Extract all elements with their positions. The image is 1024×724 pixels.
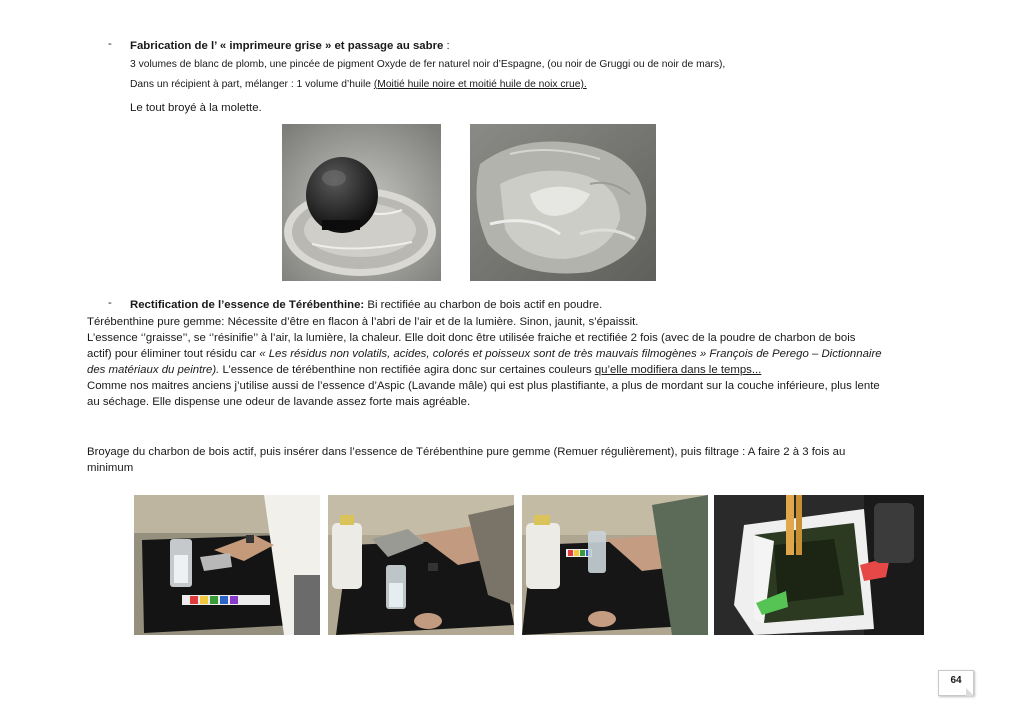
section1-line2 bbox=[130, 77, 587, 93]
photo-grey-paste bbox=[470, 124, 656, 281]
section2-paragraph2-line1: L’essence ‘’graisse’’, se ‘’résinifie’’ à l’air, la lumière, la chaleur. Elle doit donc être utilisée fraiche et rectifiée 2 fois (avec de la poudre de charbon de bois bbox=[87, 332, 856, 344]
section2-quote: « Les résidus non volatils, acides, colorés et poisseux sont de très mauvais filmogènes » François de Perego – Dictionnaire bbox=[259, 348, 882, 360]
section2-paragraph3-line2: au séchage. Elle dispense une odeur de lavande assez forte mais agréable. bbox=[87, 396, 471, 408]
section2-paragraph1: Térébenthine pure gemme: Nécessite d’être en flacon à l’abri de l’air et de la lumière. Sinon, jaunit, s’épaissit. bbox=[87, 316, 639, 328]
photo-paste-with-black-cap bbox=[282, 124, 441, 281]
section2-heading bbox=[130, 297, 602, 313]
photo-grinding-charcoal bbox=[134, 495, 320, 635]
section3-line1: Broyage du charbon de bois actif, puis insérer dans l’essence de Térébenthine pure gemme (Remuer régulièrement), puis filtrage : A faire 2 à 3 fois au bbox=[87, 446, 846, 458]
section2-p2-line3-text: L’essence de térébenthine non rectifiée agira donc sur certaines couleurs bbox=[219, 364, 595, 376]
section1-line2-underlined: (Moitié huile noire et moitié huile de noix crue). bbox=[373, 79, 587, 90]
section2-title-suffix: Bi rectifiée au charbon de bois actif en poudre. bbox=[364, 299, 603, 311]
section1-line1: 3 volumes de blanc de plomb, une pincée de pigment Oxyde de fer naturel noir d’Espagne, (ou noir de Gruggi ou de noir de mars), bbox=[130, 59, 726, 70]
section2-paragraph3-line1: Comme nos maitres anciens j’utilise aussi de l’essence d’Aspic (Lavande mâle) qui est plus plastifiante, a plus de mordant sur la couche inférieure, plus lente bbox=[87, 380, 880, 392]
section1-title: Fabrication de l’ « imprimeure grise » et passage au sabre bbox=[130, 40, 444, 52]
page-number: 64 bbox=[950, 675, 962, 686]
section2-title: Rectification de l’essence de Térébenthine: bbox=[130, 299, 365, 311]
photo-pouring-turpentine bbox=[328, 495, 514, 635]
bullet-dash: - bbox=[108, 38, 112, 50]
bullet-dash: - bbox=[108, 297, 112, 309]
page-fold-corner bbox=[966, 688, 974, 696]
section1-line3: Le tout broyé à la molette. bbox=[130, 102, 262, 114]
photo-mixing-jar bbox=[522, 495, 708, 635]
photo-filtering-bag bbox=[714, 495, 924, 635]
section2-p2-line3-underlined: qu’elle modifiera dans le temps... bbox=[594, 364, 762, 376]
section3-line2: minimum bbox=[87, 462, 134, 474]
section1-line2-text: Dans un récipient à part, mélanger : 1 volume d’huile bbox=[130, 79, 374, 90]
section2-p2-line2-text: actif) pour éliminer tout résidu car bbox=[87, 348, 260, 360]
section1-heading bbox=[130, 38, 450, 54]
section2-paragraph2-line2 bbox=[87, 346, 882, 362]
section1-title-suffix: : bbox=[443, 40, 450, 52]
page-number-box bbox=[938, 670, 974, 696]
section2-quote-end: des matériaux du peintre). bbox=[87, 364, 220, 376]
section2-paragraph2-line3 bbox=[87, 362, 761, 378]
